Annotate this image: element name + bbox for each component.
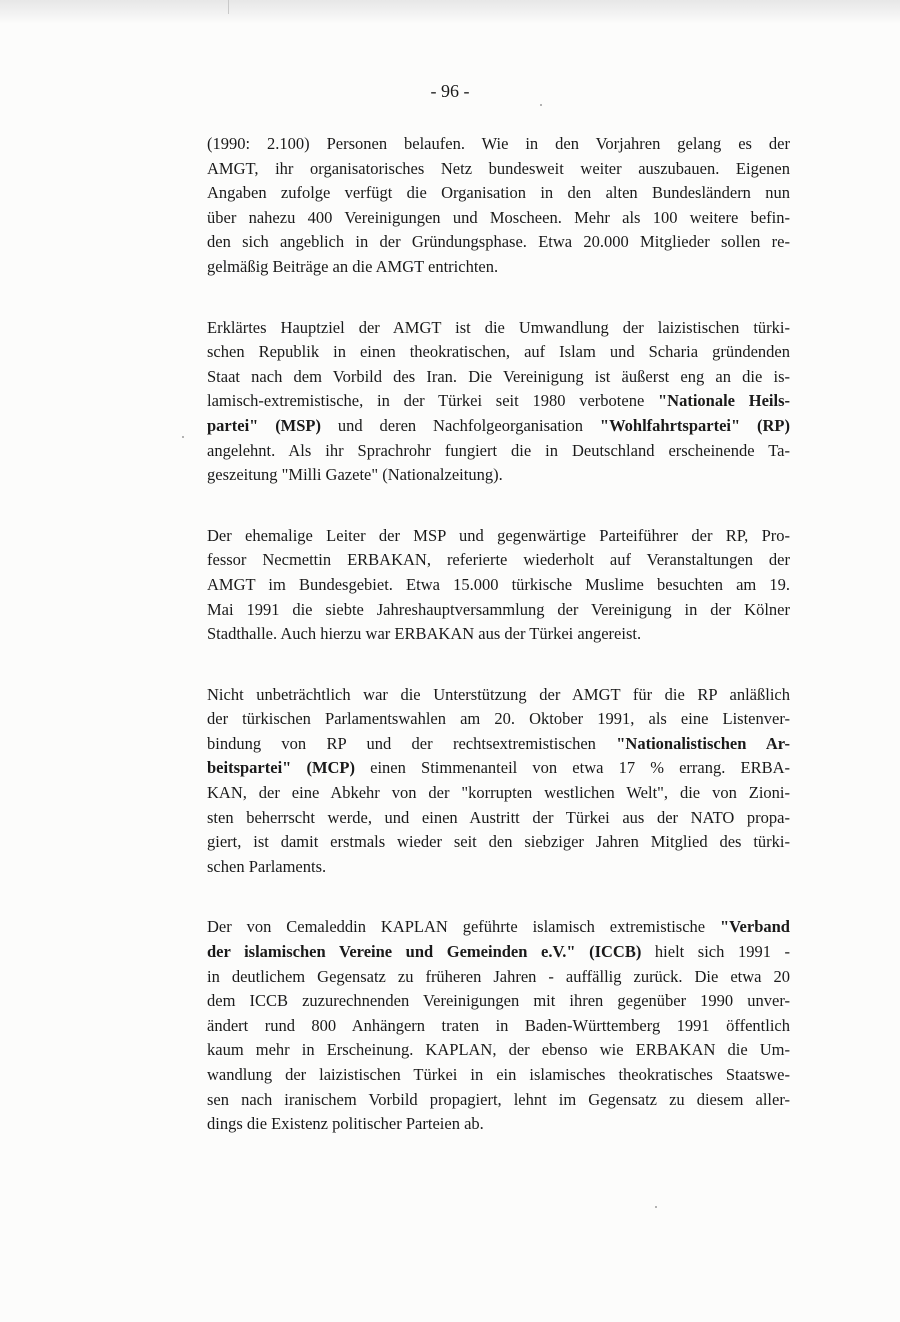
text-run: und deren Nachfolgeorganisation: [321, 415, 600, 435]
line: [207, 414, 790, 439]
line: Der ehemalige Leiter der MSP und gegenwärtige Parteiführer der RP, Pro-: [207, 525, 790, 545]
line: den sich angeblich in der Gründungsphase. Etwa 20.000 Mitglieder sollen re-: [207, 232, 790, 252]
bold-party-name: "Wohlfahrtspartei" (RP): [599, 415, 791, 435]
paragraph-5: [207, 915, 790, 1136]
line: [207, 915, 790, 940]
bold-party-name: "Nationale Heils-: [658, 391, 790, 411]
line: KAN, der eine Abkehr von der "korrupten westlichen Welt", die von Zioni-: [207, 783, 790, 803]
text-run: Der von Cemaleddin KAPLAN geführte islamisch extremistische: [207, 917, 720, 937]
line: Mai 1991 die siebte Jahreshauptversammlung der Vereinigung in der Kölner: [207, 599, 790, 619]
line: (1990: 2.100) Personen belaufen. Wie in den Vorjahren gelang es der: [207, 134, 790, 153]
text-run: hielt sich 1991 -: [641, 942, 791, 962]
line: Erklärtes Hauptziel der AMGT ist die Umwandlung der laizistischen türki-: [207, 317, 790, 337]
line: wandlung der laizistischen Türkei in ein islamisches theokratisches Staatswe-: [207, 1065, 790, 1084]
line: angelehnt. Als ihr Sprachrohr fungiert die in Deutschland erscheinende Ta-: [207, 440, 790, 460]
line: Staat nach dem Vorbild des Iran. Die Vereinigung ist äußerst eng an die is-: [207, 366, 790, 386]
line: sen nach iranischem Vorbild propagiert, lehnt im Gegensatz zu diesem aller-: [207, 1089, 790, 1109]
paragraph-1: [207, 132, 790, 280]
line: gelmäßig Beiträge an die AMGT entrichten.: [207, 256, 499, 276]
line: [207, 389, 790, 414]
scan-speck: [540, 104, 542, 106]
line: [207, 732, 790, 757]
line: ändert rund 800 Anhängern traten in Baden-Württemberg 1991 öffentlich: [207, 1015, 790, 1035]
scan-mark: [228, 0, 229, 14]
line: schen Republik in einen theokratischen, auf Islam und Scharia gründenden: [207, 342, 790, 362]
body-text: [207, 132, 790, 1173]
text-run: einen Stimmenanteil von etwa 17 % errang. ERBA-: [355, 758, 790, 778]
scan-speck: [655, 1206, 657, 1208]
text-run: bindung von RP und der rechtsextremistischen: [207, 733, 617, 753]
line: fessor Necmettin ERBAKAN, referierte wiederholt auf Veranstaltungen der: [207, 550, 790, 570]
line: Stadthalle. Auch hierzu war ERBAKAN aus der Türkei angereist.: [207, 624, 642, 644]
line: [207, 756, 790, 781]
bold-party-name: beitspartei" (MCP): [207, 758, 356, 778]
line: schen Parlaments.: [207, 856, 327, 876]
line: giert, ist damit erstmals wieder seit den siebziger Jahren Mitglied des türki-: [207, 832, 790, 852]
bold-organisation-name: "Verband: [720, 917, 790, 937]
line: geszeitung "Milli Gazete" (Nationalzeitung).: [207, 465, 503, 485]
line: AMGT, ihr organisatorisches Netz bundesweit weiter auszubauen. Eigenen: [207, 158, 790, 178]
line: Angaben zufolge verfügt die Organisation in den alten Bundesländern nun: [207, 183, 790, 203]
scan-speck: [182, 436, 184, 438]
line: AMGT im Bundesgebiet. Etwa 15.000 türkische Muslime besuchten am 19.: [207, 574, 790, 594]
line: dings die Existenz politischer Parteien ab.: [207, 1114, 484, 1134]
line: der türkischen Parlamentswahlen am 20. Oktober 1991, als eine Listenver-: [207, 709, 790, 729]
text-run: lamisch-extremistische, in der Türkei seit 1980 verbotene: [207, 391, 659, 411]
line: sten beherrscht werde, und einen Austritt der Türkei aus der NATO propa-: [207, 807, 790, 827]
line: Nicht unbeträchtlich war die Unterstützung der AMGT für die RP anläßlich: [207, 684, 790, 704]
paragraph-4: [207, 683, 790, 880]
line: dem ICCB zuzurechnenden Vereinigungen mit ihren gegenüber 1990 unver-: [207, 991, 790, 1011]
bold-organisation-name: der islamischen Vereine und Gemeinden e.V." (ICCB): [207, 942, 642, 962]
bold-party-name: "Nationalistischen Ar-: [616, 733, 790, 753]
page-number: - 96 -: [430, 81, 470, 101]
line: kaum mehr in Erscheinung. KAPLAN, der ebenso wie ERBAKAN die Um-: [207, 1040, 790, 1060]
line: über nahezu 400 Vereinigungen und Moscheen. Mehr als 100 weitere befin-: [207, 207, 790, 227]
paragraph-3: [207, 524, 790, 647]
paragraph-2: [207, 316, 790, 488]
scan-top-edge: [0, 0, 900, 24]
bold-party-name: partei" (MSP): [207, 415, 322, 435]
line: in deutlichem Gegensatz zu früheren Jahren - auffällig zurück. Die etwa 20: [207, 966, 790, 986]
line: [207, 940, 790, 965]
